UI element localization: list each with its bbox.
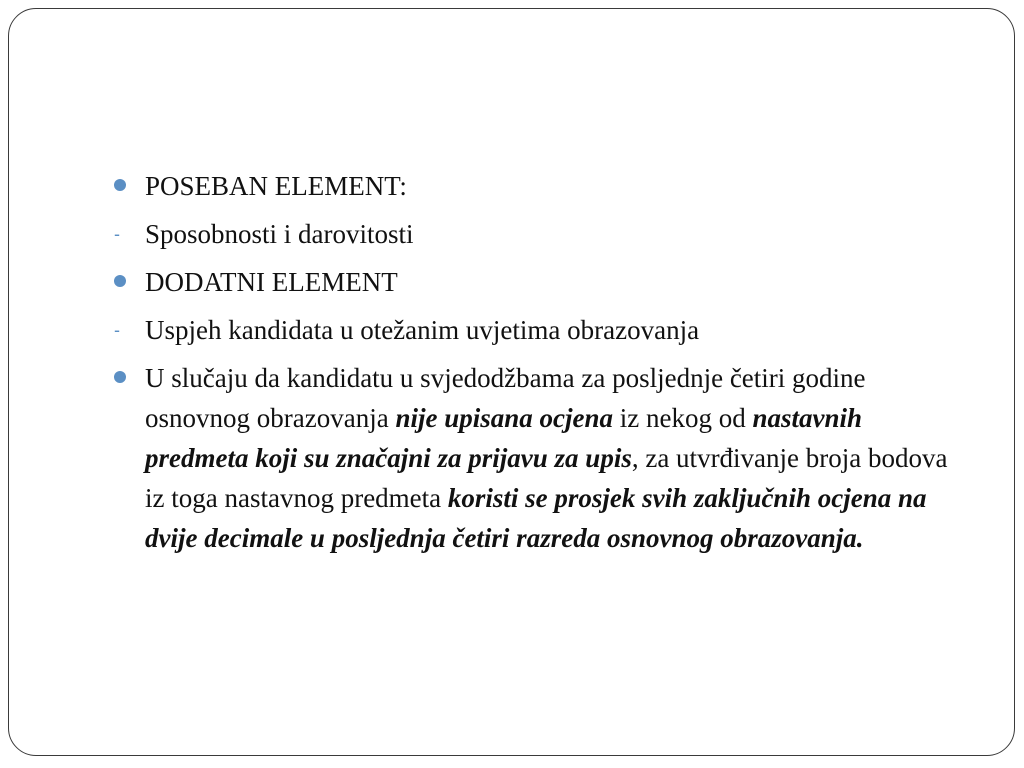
list-item-dodatni-element [112,262,972,302]
list-item-sposobnosti [112,214,972,254]
bullet-dash-icon: - [114,224,120,244]
paragraph-part-2: iz nekog od [612,403,753,433]
bullet-dot-icon [114,371,126,383]
paragraph-part-1: U slučaju da kandidatu u svjedodžbama za posljednje četiri godine osnovnog obrazovanja [145,363,866,433]
list-item-text: Sposobnosti i darovitosti [145,219,414,249]
list-item-text: Uspjeh kandidata u otežanim uvjetima obrazovanja [145,315,700,345]
paragraph-part-3: , za utvrđivanje broja bodova iz toga nastavnog predmeta [145,443,948,513]
paragraph-text [145,363,948,553]
paragraph-emphasis-3: koristi se prosjek svih zaključnih ocjena na dvije decimale u posljednja četiri razreda osnovnog obrazovanja. [145,483,927,553]
list-item-text: DODATNI ELEMENT [145,267,398,297]
bullet-dot-icon [114,275,126,287]
list-item-text: POSEBAN ELEMENT: [145,171,407,201]
bullet-dash-icon: - [114,320,120,340]
slide-content [112,166,972,566]
paragraph-emphasis-2: nastavnih predmeta koji su značajni za prijavu za upis [145,403,862,473]
list-item-paragraph [112,358,972,558]
list-item-uspjeh [112,310,972,350]
list-item-poseban-element [112,166,972,206]
paragraph-emphasis-1: nije upisana ocjena [395,403,613,433]
bullet-dot-icon [114,179,126,191]
